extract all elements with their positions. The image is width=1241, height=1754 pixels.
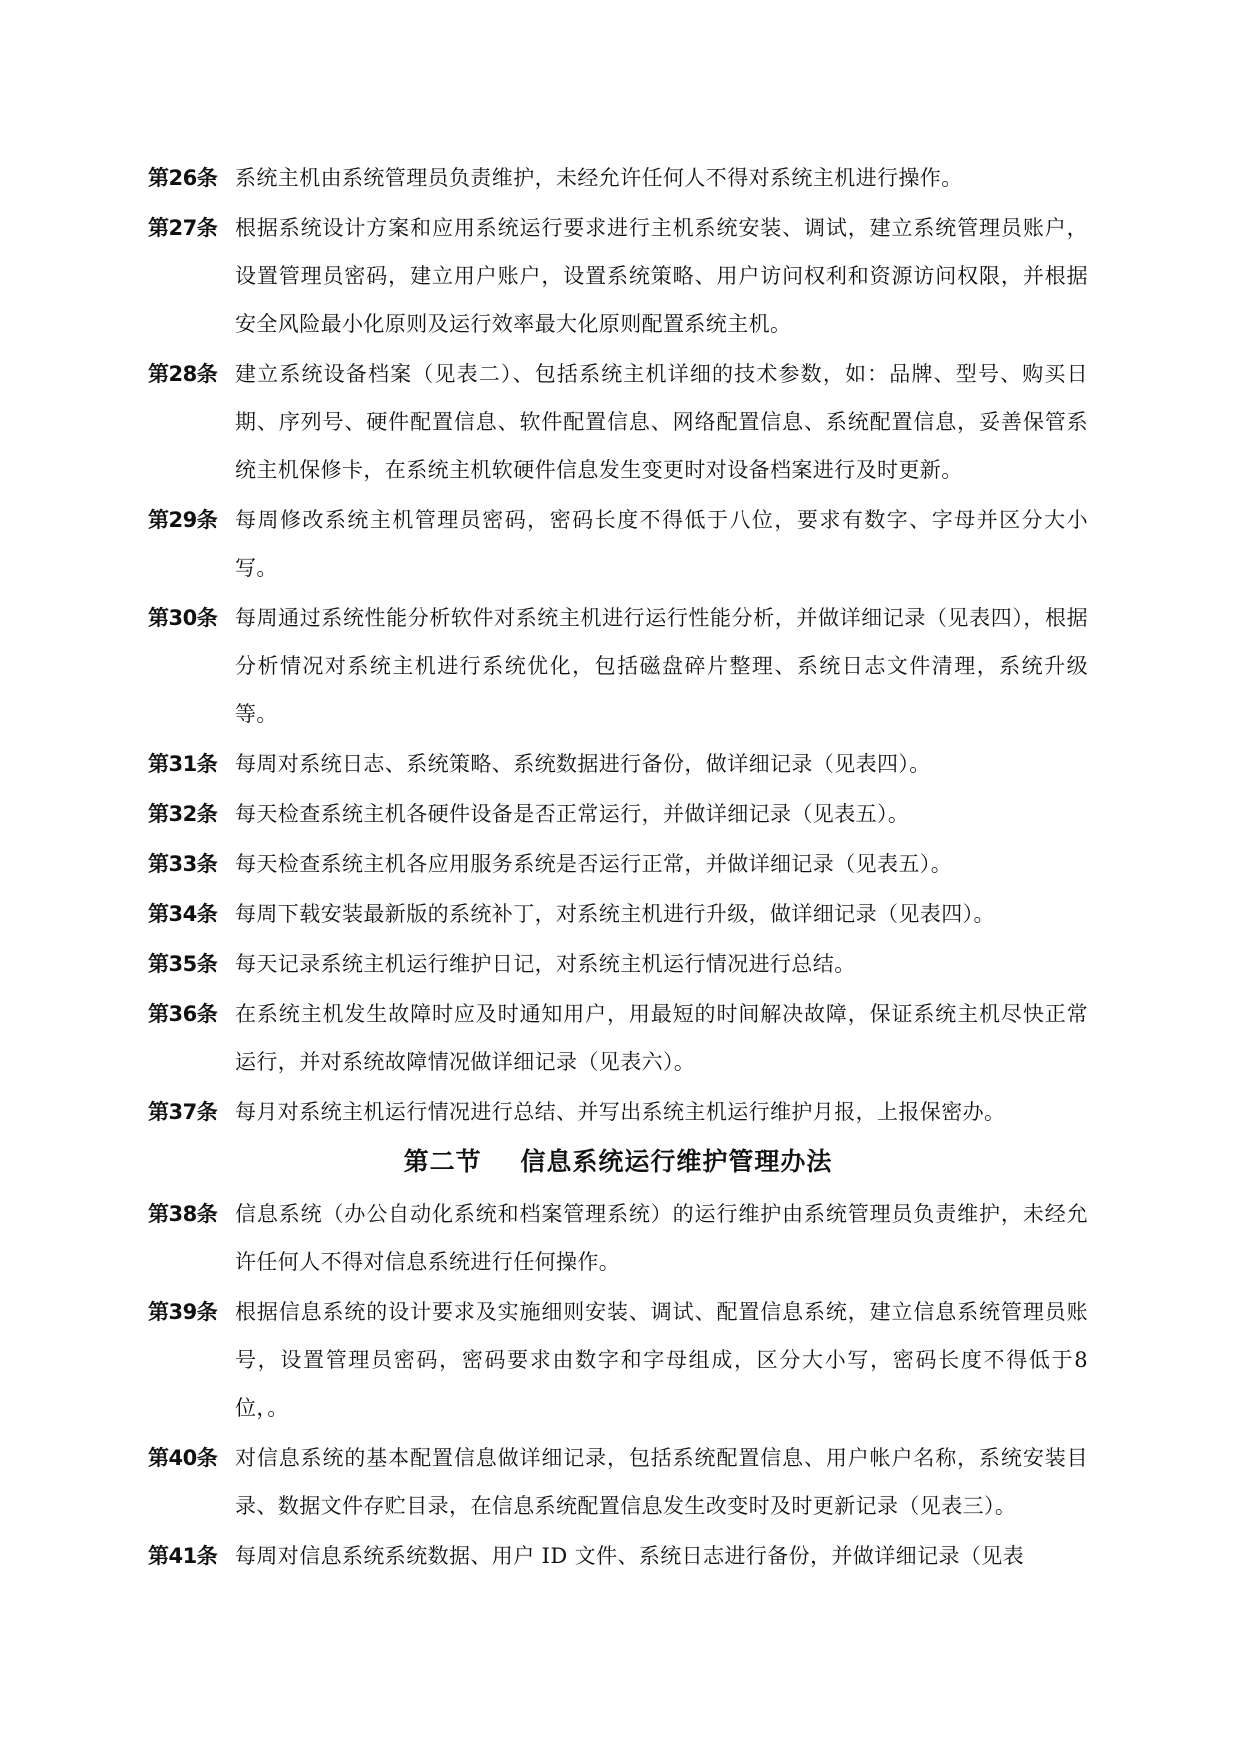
article-28 <box>148 350 1088 494</box>
article-number: 第29条 <box>148 508 218 532</box>
article-30 <box>148 594 1088 738</box>
article-number: 第33条 <box>148 852 218 876</box>
article-33 <box>148 840 1088 888</box>
article-number: 第35条 <box>148 952 218 976</box>
article-number: 第40条 <box>148 1446 218 1470</box>
article-number: 第41条 <box>148 1544 218 1568</box>
article-35 <box>148 940 1088 988</box>
article-number: 第28条 <box>148 362 218 386</box>
article-32 <box>148 790 1088 838</box>
article-text: 每天检查系统主机各应用服务系统是否运行正常，并做详细记录（见表五）。 <box>235 852 953 876</box>
article-number: 第27条 <box>148 216 218 240</box>
article-40 <box>148 1434 1088 1530</box>
article-text: 根据系统设计方案和应用系统运行要求进行主机系统安装、调试，建立系统管理员账户，设置管理员密码，建立用户账户，设置系统策略、用户访问权利和资源访问权限，并根据安全风险最小化原则及运行效率最大化原则配置系统主机。 <box>235 216 1088 336</box>
article-text: 建立系统设备档案（见表二）、包括系统主机详细的技术参数，如：品牌、型号、购买日期、序列号、硬件配置信息、软件配置信息、网络配置信息、系统配置信息，妥善保管系统主机保修卡，在系统主机软硬件信息发生变更时对设备档案进行及时更新。 <box>235 362 1088 482</box>
article-number: 第39条 <box>148 1300 218 1324</box>
article-number: 第36条 <box>148 1002 218 1026</box>
article-text: 每月对系统主机运行情况进行总结、并写出系统主机运行维护月报，上报保密办。 <box>235 1100 1006 1124</box>
article-text: 根据信息系统的设计要求及实施细则安装、调试、配置信息系统，建立信息系统管理员账号，设置管理员密码，密码要求由数字和字母组成，区分大小写，密码长度不得低于8位，。 <box>235 1300 1088 1420</box>
article-number: 第32条 <box>148 802 218 826</box>
article-36 <box>148 990 1088 1086</box>
article-number: 第26条 <box>148 166 218 190</box>
article-31 <box>148 740 1088 788</box>
article-26 <box>148 154 1088 202</box>
article-41 <box>148 1532 1088 1580</box>
article-number: 第37条 <box>148 1100 218 1124</box>
section-heading: 第二节 信息系统运行维护管理办法 <box>403 1147 833 1176</box>
article-34 <box>148 890 1088 938</box>
document-body <box>148 154 1088 1582</box>
article-number: 第34条 <box>148 902 218 926</box>
article-38 <box>148 1190 1088 1286</box>
article-text: 每天记录系统主机运行维护日记，对系统主机运行情况进行总结。 <box>235 952 856 976</box>
article-text: 信息系统（办公自动化系统和档案管理系统）的运行维护由系统管理员负责维护，未经允许任何人不得对信息系统进行任何操作。 <box>235 1202 1088 1274</box>
article-39 <box>148 1288 1088 1432</box>
article-text: 每周通过系统性能分析软件对系统主机进行运行性能分析，并做详细记录（见表四），根据分析情况对系统主机进行系统优化，包括磁盘碎片整理、系统日志文件清理，系统升级等。 <box>235 606 1088 726</box>
article-text: 对信息系统的基本配置信息做详细记录，包括系统配置信息、用户帐户名称，系统安装目录、数据文件存贮目录，在信息系统配置信息发生改变时及时更新记录（见表三）。 <box>235 1446 1088 1518</box>
article-37 <box>148 1088 1088 1136</box>
article-text: 每周对信息系统系统数据、用户 ID 文件、系统日志进行备份，并做详细记录（见表 <box>235 1544 1025 1568</box>
article-number: 第31条 <box>148 752 218 776</box>
article-text: 每周下载安装最新版的系统补丁，对系统主机进行升级，做详细记录（见表四）。 <box>235 902 995 926</box>
article-27 <box>148 204 1088 348</box>
article-29 <box>148 496 1088 592</box>
article-text: 每天检查系统主机各硬件设备是否正常运行，并做详细记录（见表五）。 <box>235 802 910 826</box>
article-number: 第30条 <box>148 606 218 630</box>
article-text: 每周对系统日志、系统策略、系统数据进行备份，做详细记录（见表四）。 <box>235 752 931 776</box>
article-text: 系统主机由系统管理员负责维护，未经允许任何人不得对系统主机进行操作。 <box>235 166 963 190</box>
article-text: 在系统主机发生故障时应及时通知用户，用最短的时间解决故障，保证系统主机尽快正常运行，并对系统故障情况做详细记录（见表六）。 <box>235 1002 1088 1074</box>
article-number: 第38条 <box>148 1202 218 1226</box>
article-text: 每周修改系统主机管理员密码，密码长度不得低于八位，要求有数字、字母并区分大小写。 <box>235 508 1088 580</box>
